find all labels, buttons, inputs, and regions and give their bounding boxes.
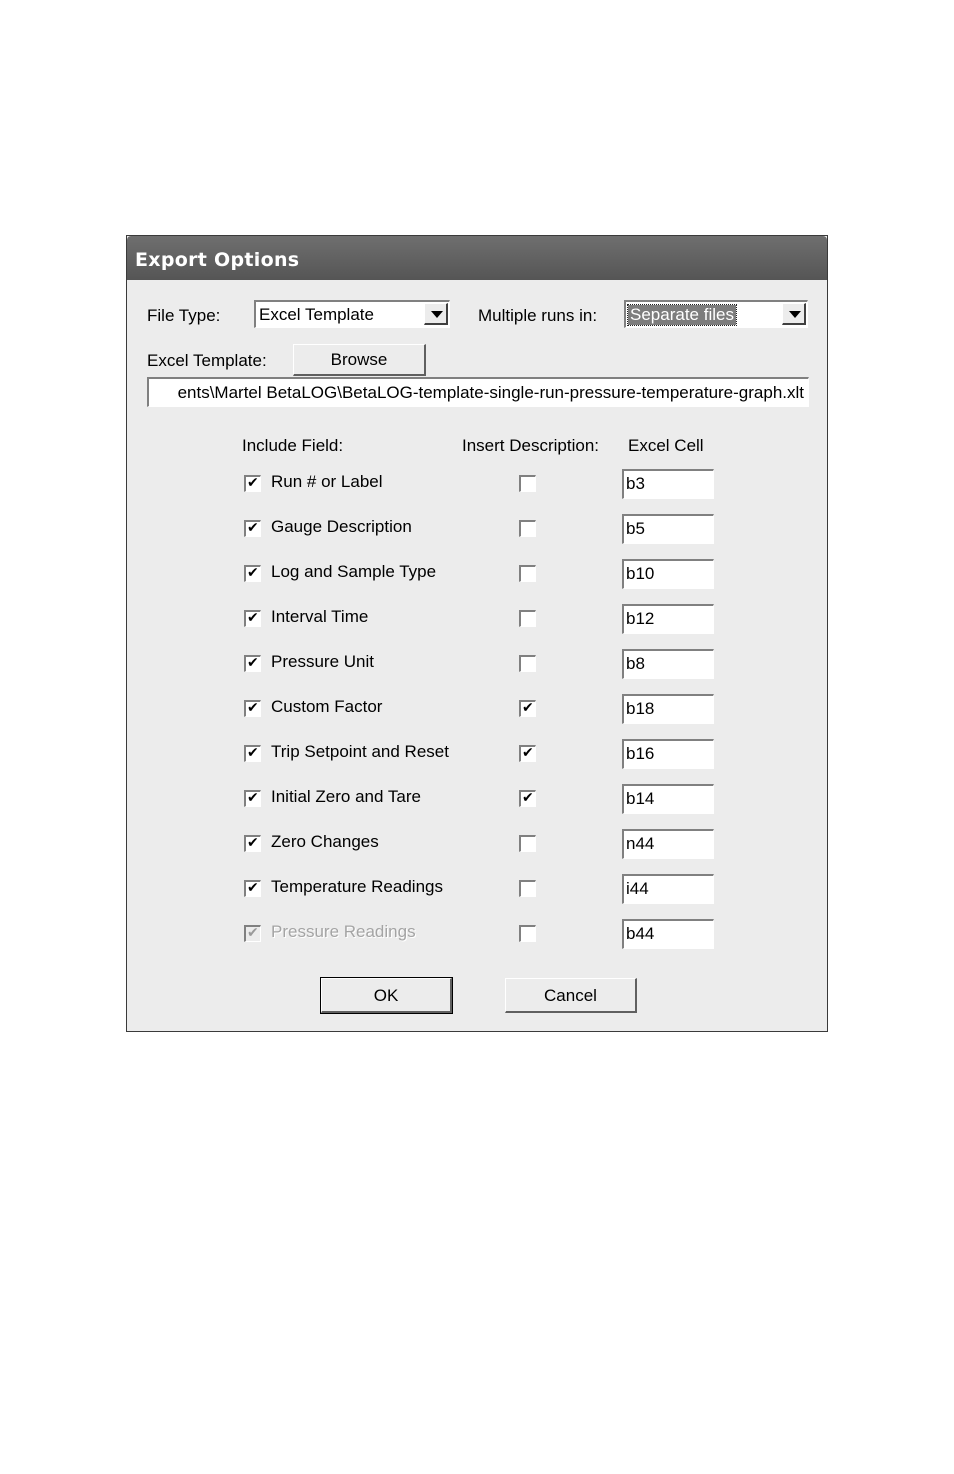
field-label: Temperature Readings xyxy=(271,877,443,896)
field-row xyxy=(127,694,827,724)
excel-cell-value: i44 xyxy=(626,879,649,898)
field-label: Interval Time xyxy=(271,607,369,626)
insert-description-checkbox[interactable] xyxy=(519,835,536,852)
excel-cell-input[interactable] xyxy=(622,829,714,859)
insert-description-checkbox[interactable] xyxy=(519,880,536,897)
insert-description-checkbox[interactable] xyxy=(519,565,536,582)
checkmark-icon: ✔ xyxy=(247,610,259,626)
insert-description-checkbox[interactable] xyxy=(519,475,536,492)
checkmark-icon: ✔ xyxy=(247,835,259,851)
excel-cell-input[interactable] xyxy=(622,469,714,499)
template-path-value: ents\Martel BetaLOG\BetaLOG-template-single-run-pressure-temperature-graph.xlt xyxy=(177,383,804,402)
include-checkbox[interactable] xyxy=(244,745,261,762)
checkmark-icon: ✔ xyxy=(247,565,259,581)
multiple-runs-select[interactable] xyxy=(624,300,808,328)
insert-description-checkbox[interactable] xyxy=(519,790,536,807)
field-row xyxy=(127,784,827,814)
insert-description-checkbox[interactable] xyxy=(519,700,536,717)
excel-cell-input[interactable] xyxy=(622,784,714,814)
file-type-value: Excel Template xyxy=(259,305,374,324)
excel-cell-value: b8 xyxy=(626,654,645,673)
include-checkbox[interactable] xyxy=(244,790,261,807)
insert-description-checkbox[interactable] xyxy=(519,925,536,942)
template-path-field[interactable] xyxy=(147,377,809,407)
title-bar[interactable] xyxy=(127,236,827,280)
field-row xyxy=(127,649,827,679)
cancel-button[interactable]: Cancel xyxy=(505,978,637,1013)
excel-cell-input[interactable] xyxy=(622,649,714,679)
field-label: Pressure Unit xyxy=(271,652,374,671)
insert-description-checkbox[interactable] xyxy=(519,745,536,762)
field-row xyxy=(127,604,827,634)
excel-cell-value: b10 xyxy=(626,564,655,583)
ok-button[interactable]: OK xyxy=(321,978,452,1013)
field-label: Run # or Label xyxy=(271,472,383,491)
excel-cell-input[interactable] xyxy=(622,874,714,904)
checkmark-icon: ✔ xyxy=(522,745,534,761)
field-row xyxy=(127,874,827,904)
checkmark-icon: ✔ xyxy=(247,700,259,716)
file-type-select[interactable] xyxy=(254,300,450,328)
field-row xyxy=(127,919,827,949)
checkmark-icon: ✔ xyxy=(247,790,259,806)
checkmark-icon: ✔ xyxy=(522,790,534,806)
browse-button[interactable]: Browse xyxy=(293,344,426,376)
excel-cell-value: b16 xyxy=(626,744,655,763)
checkmark-icon: ✔ xyxy=(247,925,259,941)
chevron-down-icon[interactable] xyxy=(424,303,448,325)
insert-description-checkbox[interactable] xyxy=(519,520,536,537)
include-checkbox[interactable] xyxy=(244,565,261,582)
field-label: Pressure Readings xyxy=(271,922,416,941)
checkmark-icon: ✔ xyxy=(247,655,259,671)
include-checkbox[interactable] xyxy=(244,655,261,672)
checkmark-icon: ✔ xyxy=(247,475,259,491)
excel-cell-value: b3 xyxy=(626,474,645,493)
insert-description-checkbox[interactable] xyxy=(519,655,536,672)
multiple-runs-value: Separate files xyxy=(630,305,734,324)
excel-cell-value: b14 xyxy=(626,789,655,808)
excel-cell-value: b12 xyxy=(626,609,655,628)
include-checkbox[interactable] xyxy=(244,520,261,537)
field-label: Initial Zero and Tare xyxy=(271,787,421,806)
field-label: Zero Changes xyxy=(271,832,379,851)
field-row xyxy=(127,739,827,769)
include-checkbox[interactable] xyxy=(244,835,261,852)
field-label: Trip Setpoint and Reset xyxy=(271,742,449,761)
checkmark-icon: ✔ xyxy=(522,700,534,716)
checkmark-icon: ✔ xyxy=(247,520,259,536)
insert-description-checkbox[interactable] xyxy=(519,610,536,627)
field-row xyxy=(127,469,827,499)
excel-cell-value: b5 xyxy=(626,519,645,538)
field-label: Custom Factor xyxy=(271,697,383,716)
field-label: Log and Sample Type xyxy=(271,562,437,581)
include-field-header: Include Field: xyxy=(242,436,344,455)
insert-description-header: Insert Description: xyxy=(462,436,599,455)
include-checkbox xyxy=(244,925,261,942)
chevron-down-icon[interactable] xyxy=(782,303,806,325)
field-label: Gauge Description xyxy=(271,517,412,536)
excel-cell-input[interactable] xyxy=(622,559,714,589)
excel-cell-input[interactable] xyxy=(622,919,714,949)
checkmark-icon: ✔ xyxy=(247,880,259,896)
multiple-runs-label: Multiple runs in: xyxy=(478,306,598,325)
excel-cell-header: Excel Cell xyxy=(628,436,704,455)
excel-cell-value: b18 xyxy=(626,699,655,718)
excel-cell-input[interactable] xyxy=(622,739,714,769)
dialog-title: Export Options xyxy=(135,249,300,271)
export-options-dialog xyxy=(126,235,828,1032)
field-row xyxy=(127,514,827,544)
include-checkbox[interactable] xyxy=(244,475,261,492)
include-checkbox[interactable] xyxy=(244,610,261,627)
field-row xyxy=(127,829,827,859)
excel-cell-input[interactable] xyxy=(622,514,714,544)
include-checkbox[interactable] xyxy=(244,880,261,897)
excel-cell-value: b44 xyxy=(626,924,655,943)
field-row xyxy=(127,559,827,589)
excel-cell-input[interactable] xyxy=(622,604,714,634)
file-type-label: File Type: xyxy=(147,306,221,325)
include-checkbox[interactable] xyxy=(244,700,261,717)
excel-cell-value: n44 xyxy=(626,834,655,853)
checkmark-icon: ✔ xyxy=(247,745,259,761)
excel-cell-input[interactable] xyxy=(622,694,714,724)
excel-template-label: Excel Template: xyxy=(147,351,267,370)
